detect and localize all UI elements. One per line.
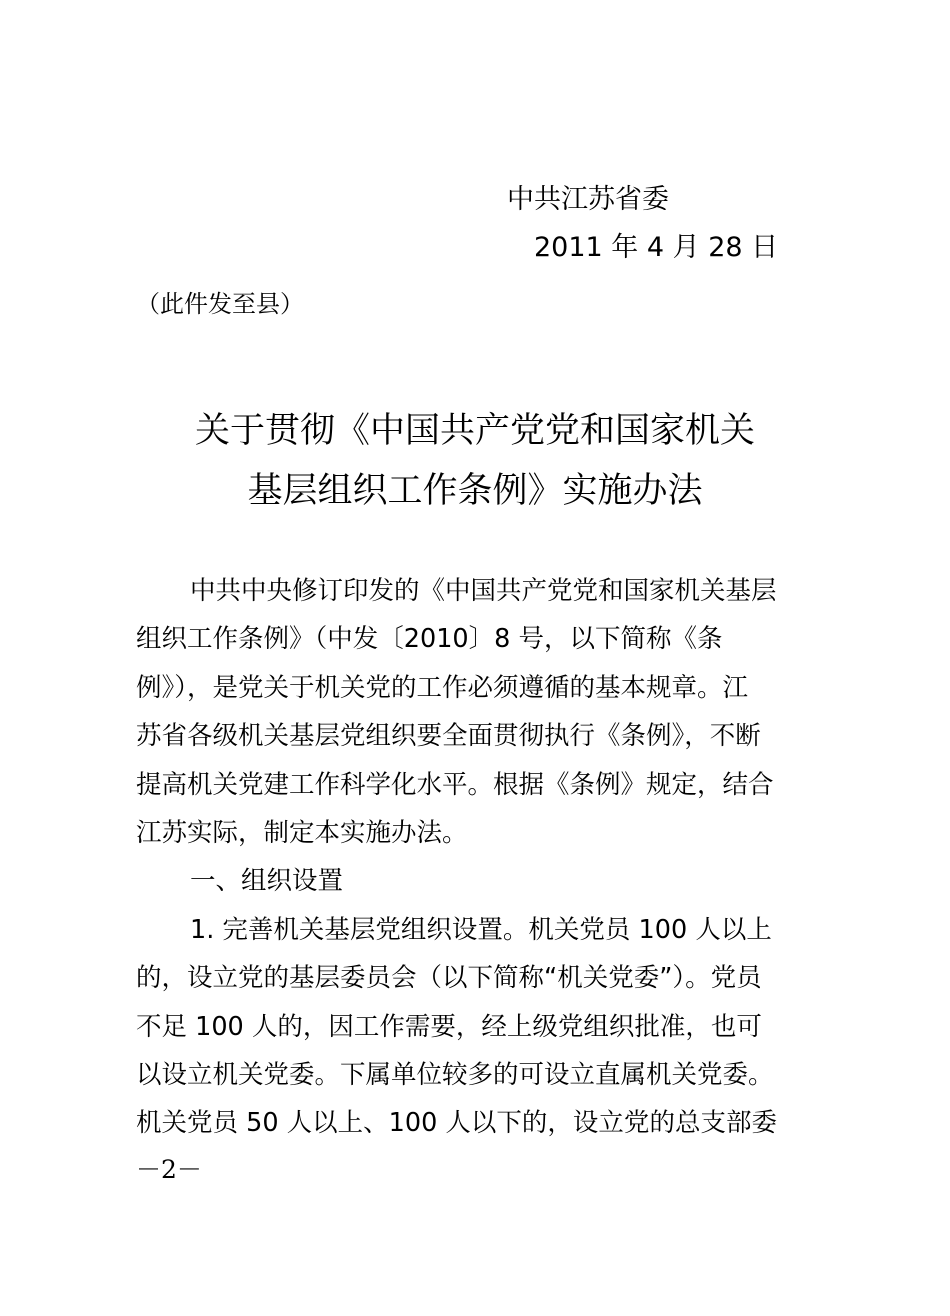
document-title-line-1: 关于贯彻《中国共产党党和国家机关 — [194, 411, 755, 451]
section-heading: 一、组织设置 — [190, 866, 344, 897]
document-title-line-2: 基层组织工作条例》实施办法 — [247, 471, 703, 511]
document-date: 2011 年 4 月 28 日 — [534, 232, 779, 263]
body-line: 机关党员 50 人以上、100 人以下的，设立党的总支部委 — [136, 1108, 777, 1139]
distribution-note: （此件发至县） — [136, 290, 304, 318]
body-line: 江苏实际，制定本实施办法。 — [136, 817, 468, 848]
body-line: 苏省各级机关基层党组织要全面贯彻执行《条例》，不断 — [136, 721, 761, 752]
body-line: 1. 完善机关基层党组织设置。机关党员 100 人以上 — [190, 914, 772, 945]
document-body — [136, 567, 836, 1148]
body-line: 不足 100 人的，因工作需要，经上级党组织批准，也可 — [136, 1011, 762, 1042]
body-line: 以设立机关党委。下属单位较多的可设立直属机关党委。 — [136, 1059, 774, 1090]
issuer: 中共江苏省委 — [507, 184, 669, 215]
body-line: 中共中央修订印发的《中国共产党党和国家机关基层 — [190, 576, 777, 606]
body-line: 提高机关党建工作科学化水平。根据《条例》规定，结合 — [136, 769, 774, 800]
body-line: 例》），是党关于机关党的工作必须遵循的基本规章。江 — [136, 672, 749, 703]
body-line: 组织工作条例》（中发〔2010〕8 号，以下简称《条 — [136, 624, 723, 655]
page-number: －2－ — [136, 1155, 202, 1184]
body-line: 的，设立党的基层委员会（以下简称“机关党委”）。党员 — [136, 963, 762, 994]
